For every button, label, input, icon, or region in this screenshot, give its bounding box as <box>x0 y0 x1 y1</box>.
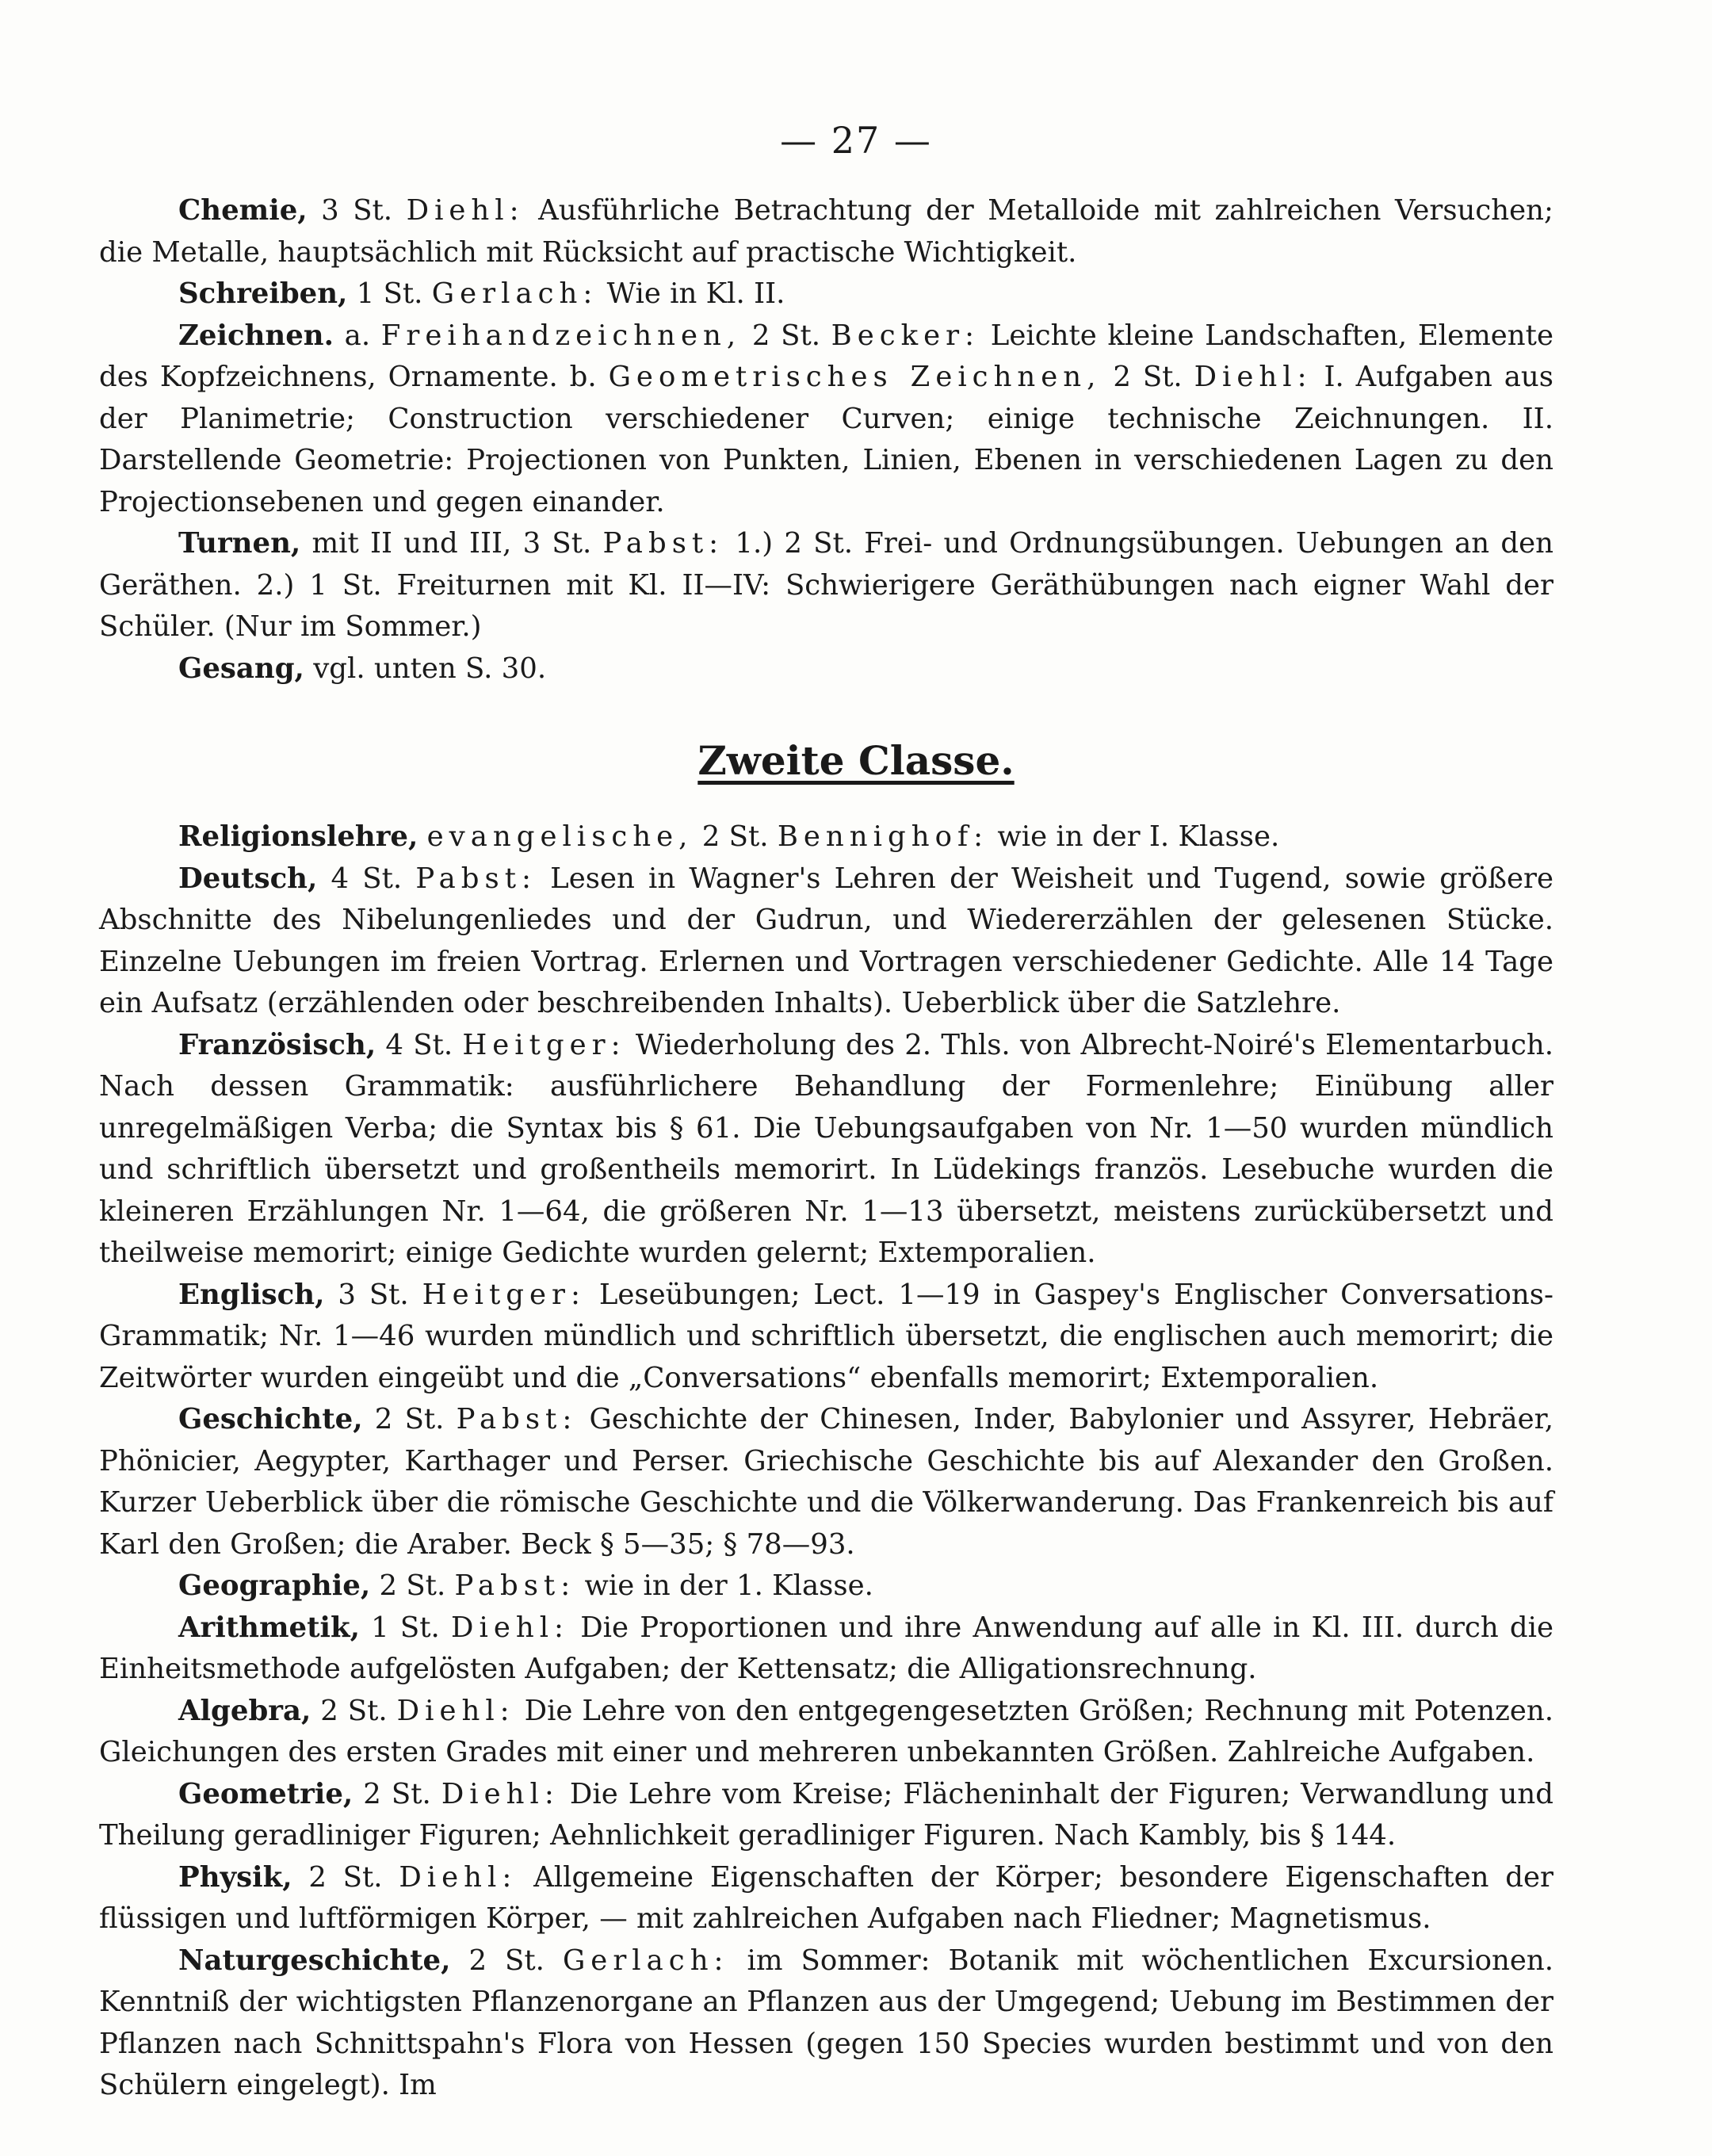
entry-englisch: Englisch, 3 St. Heitger: Leseübungen; Lect. 1—19 in Gaspey's Englischer Conversations-Grammatik; Nr. 1—46 wurden mündlich und schriftlich übersetzt, die englischen auch memorirt; die Zeitwörter wurden eingeübt und die „Conversations“ ebenfalls memorirt; Extemporalien. <box>99 1278 1554 1394</box>
third-class-section <box>99 190 1553 690</box>
entry-religionslehre: Religionslehre, evangelische, 2 St. Bennighof: wie in der I. Klasse. <box>178 820 1280 853</box>
entry-chemie: Chemie, 3 St. Diehl: Ausführliche Betrachtung der Metalloide mit zahlreichen Versuchen; die Metalle, hauptsächlich mit Rücksicht auf practische Wichtigkeit. <box>99 194 1554 269</box>
entry-physik: Physik, 2 St. Diehl: Allgemeine Eigenschaften der Körper; besondere Eigenschaften der flüssigen und luftförmigen Körper, — mit zahlreichen Aufgaben nach Fliedner; Magnetismus. <box>99 1860 1554 1935</box>
entry-geographie: Geographie, 2 St. Pabst: wie in der 1. Klasse. <box>178 1569 873 1602</box>
entry-naturgeschichte: Naturgeschichte, 2 St. Gerlach: im Sommer: Botanik mit wöchentlichen Excursionen. Kenntniß der wichtigsten Pflanzenorgane an Pflanzen aus der Umgegend; Uebung im Bestimmen der Pflanzen nach Schnittspahn's Flora von Hessen (gegen 150 Species wurden bestimmt und von den Schülern eingelegt). Im <box>99 1944 1553 2101</box>
second-class-section <box>99 816 1553 2107</box>
section-heading: Zweite Classe. <box>697 737 1015 784</box>
entry-turnen: Turnen, mit II und III, 3 St. Pabst: 1.) 2 St. Frei- und Ordnungsübungen. Uebungen an den Geräthen. 2.) 1 St. Freiturnen mit Kl. II—IV: Schwierigere Geräthübungen nach eigner Wahl der Schüler. (Nur im Sommer.) <box>99 527 1554 643</box>
entry-geschichte: Geschichte, 2 St. Pabst: Geschichte der Chinesen, Inder, Babylonier und Assyrer, Hebräer, Phönicier, Aegypter, Karthager und Perser. Griechische Geschichte bis auf Alexander den Großen. Kurzer Ueberblick über die römische Geschichte und die Völkerwanderung. Das Frankenreich bis auf Karl den Großen; die Araber. Beck § 5—35; § 78—93. <box>99 1403 1553 1561</box>
page-number: — 27 — <box>780 119 932 162</box>
entry-zeichnen: Zeichnen. a. Freihandzeichnen, 2 St. Becker: Leichte kleine Landschaften, Elemente des Kopfzeichnens, Ornamente. b. Geometrisches Zeichnen, 2 St. Diehl: I. Aufgaben aus der Planimetrie; Construction verschiedener Curven; einige technische Zeichnungen. II. Darstellende Geometrie: Projectionen von Punkten, Linien, Ebenen in verschiedenen Lagen zu den Projectionsebenen und gegen einander. <box>99 319 1553 518</box>
entry-gesang: Gesang, vgl. unten S. 30. <box>178 652 547 685</box>
entry-arithmetik: Arithmetik, 1 St. Diehl: Die Proportionen und ihre Anwendung auf alle in Kl. III. durch die Einheitsmethode aufgelösten Aufgaben; der Kettensatz; die Alligationsrechnung. <box>99 1611 1553 1685</box>
entry-franzoesisch: Französisch, 4 St. Heitger: Wiederholung des 2. Thls. von Albrecht-Noiré's Elementarbuch. Nach dessen Grammatik: ausführlichere Behandlung der Formenlehre; Einübung aller unregelmäßigen Verba; die Syntax bis § 61. Die Uebungsaufgaben von Nr. 1—50 wurden mündlich und schriftlich übersetzt und großentheils memorirt. In Lüdekings französ. Lesebuche wurden die kleineren Erzählungen Nr. 1—64, die größeren Nr. 1—13 übersetzt, meistens zurückübersetzt und theilweise memorirt; einige Gedichte wurden gelernt; Extemporalien. <box>99 1028 1553 1269</box>
entry-deutsch: Deutsch, 4 St. Pabst: Lesen in Wagner's Lehren der Weisheit und Tugend, sowie größere Abschnitte des Nibelungenliedes und der Gudrun, und Wiedererzählen der gelesenen Stücke. Einzelne Uebungen im freien Vortrag. Erlernen und Vortragen verschiedener Gedichte. Alle 14 Tage ein Aufsatz (erzählenden oder beschreibenden Inhalts). Ueberblick über die Satzlehre. <box>99 862 1553 1019</box>
entry-schreiben: Schreiben, 1 St. Gerlach: Wie in Kl. II. <box>178 277 785 310</box>
entry-geometrie: Geometrie, 2 St. Diehl: Die Lehre vom Kreise; Flächeninhalt der Figuren; Verwandlung und Theilung geradliniger Figuren; Aehnlichkeit geradliniger Figuren. Nach Kambly, bis § 144. <box>99 1777 1553 1852</box>
entry-algebra: Algebra, 2 St. Diehl: Die Lehre von den entgegengesetzten Größen; Rechnung mit Potenzen. Gleichungen des ersten Grades mit einer und mehreren unbekannten Größen. Zahlreiche Aufgaben. <box>99 1694 1553 1768</box>
